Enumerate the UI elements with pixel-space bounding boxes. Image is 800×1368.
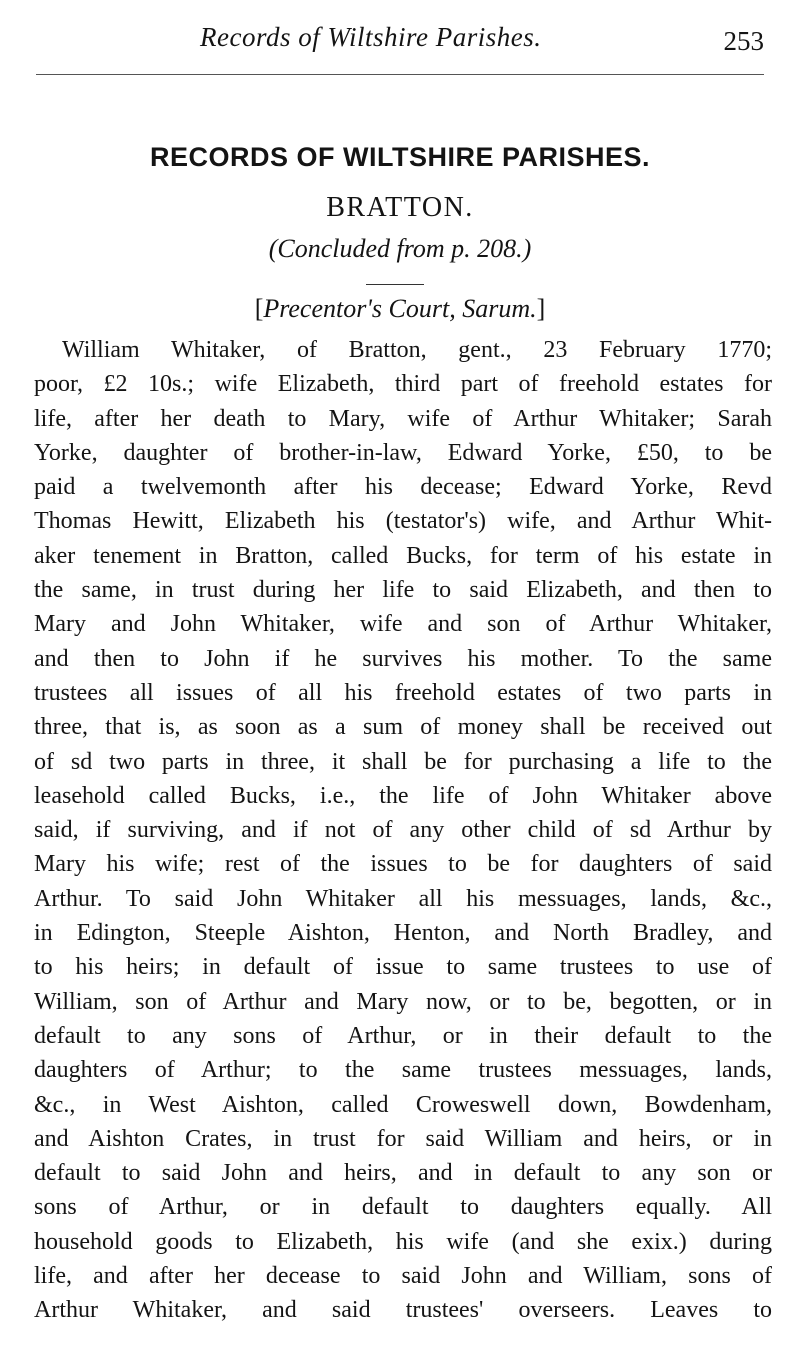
- body-text: [34, 333, 772, 1328]
- body-line: three, that is, as soon as a sum of money shall be received out: [34, 714, 772, 741]
- body-line: of sd two parts in three, it shall be for purchasing a life to the: [34, 748, 772, 775]
- court-name: Precentor's Court, Sarum.: [263, 294, 537, 323]
- body-line: William Whitaker, of Bratton, gent., 23 February 1770;: [62, 337, 772, 363]
- body-line: sons of Arthur, or in default to daughters equally. All: [34, 1194, 772, 1221]
- section-rule: [366, 284, 424, 285]
- body-line: the same, in trust during her life to said Elizabeth, and then to: [34, 577, 772, 604]
- court-bracket-open: [: [254, 294, 264, 323]
- body-line: poor, £2 10s.; wife Elizabeth, third part of freehold estates for: [34, 371, 772, 398]
- parish-heading: BRATTON.: [326, 192, 474, 223]
- body-line: and then to John if he survives his mother. To the same: [34, 645, 772, 672]
- body-line: &c., in West Aishton, called Croweswell down, Bowdenham,: [34, 1091, 772, 1118]
- body-line: Yorke, daughter of brother-in-law, Edward Yorke, £50, to be: [34, 439, 772, 466]
- running-head-title: Records of Wiltshire Parishes.: [200, 22, 542, 52]
- body-line: default to said John and heirs, and in default to any son or: [34, 1160, 772, 1187]
- body-line: daughters of Arthur; to the same trustees messuages, lands,: [34, 1057, 772, 1084]
- continuation-note: (Concluded from p. 208.): [268, 234, 532, 263]
- body-line: Mary and John Whitaker, wife and son of Arthur Whitaker,: [34, 611, 772, 638]
- body-line: trustees all issues of all his freehold estates of two parts in: [34, 679, 772, 706]
- body-line: Mary his wife; rest of the issues to be for daughters of said: [34, 851, 772, 878]
- body-line: life, after her death to Mary, wife of Arthur Whitaker; Sarah: [34, 405, 772, 432]
- body-line: William, son of Arthur and Mary now, or to be, begotten, or in: [34, 988, 772, 1015]
- body-line: to his heirs; in default of issue to same trustees to use of: [34, 954, 772, 981]
- body-line: said, if surviving, and if not of any other child of sd Arthur by: [34, 817, 772, 844]
- body-line: in Edington, Steeple Aishton, Henton, and North Bradley, and: [34, 920, 772, 947]
- body-line: and Aishton Crates, in trust for said William and heirs, or in: [34, 1125, 772, 1152]
- page-number: 253: [723, 26, 764, 56]
- body-line: Thomas Hewitt, Elizabeth his (testator's) wife, and Arthur Whit-: [34, 508, 772, 535]
- body-line: paid a twelvemonth after his decease; Edward Yorke, Revd: [34, 474, 772, 501]
- body-line: household goods to Elizabeth, his wife (and she exix.) during: [34, 1228, 772, 1255]
- body-line: life, and after her decease to said John and William, sons of: [34, 1263, 772, 1290]
- court-bracket-close: ]: [536, 294, 546, 323]
- body-line: aker tenement in Bratton, called Bucks, for term of his estate in: [34, 542, 772, 569]
- header-rule: [36, 74, 764, 75]
- body-line: Arthur Whitaker, and said trustees' overseers. Leaves to: [34, 1297, 772, 1324]
- body-line: Arthur. To said John Whitaker all his messuages, lands, &c.,: [34, 885, 772, 912]
- body-line: leasehold called Bucks, i.e., the life of John Whitaker above: [34, 782, 772, 809]
- court-heading: [0, 294, 800, 324]
- article-title: RECORDS OF WILTSHIRE PARISHES.: [149, 142, 651, 172]
- body-line: default to any sons of Arthur, or in their default to the: [34, 1022, 772, 1049]
